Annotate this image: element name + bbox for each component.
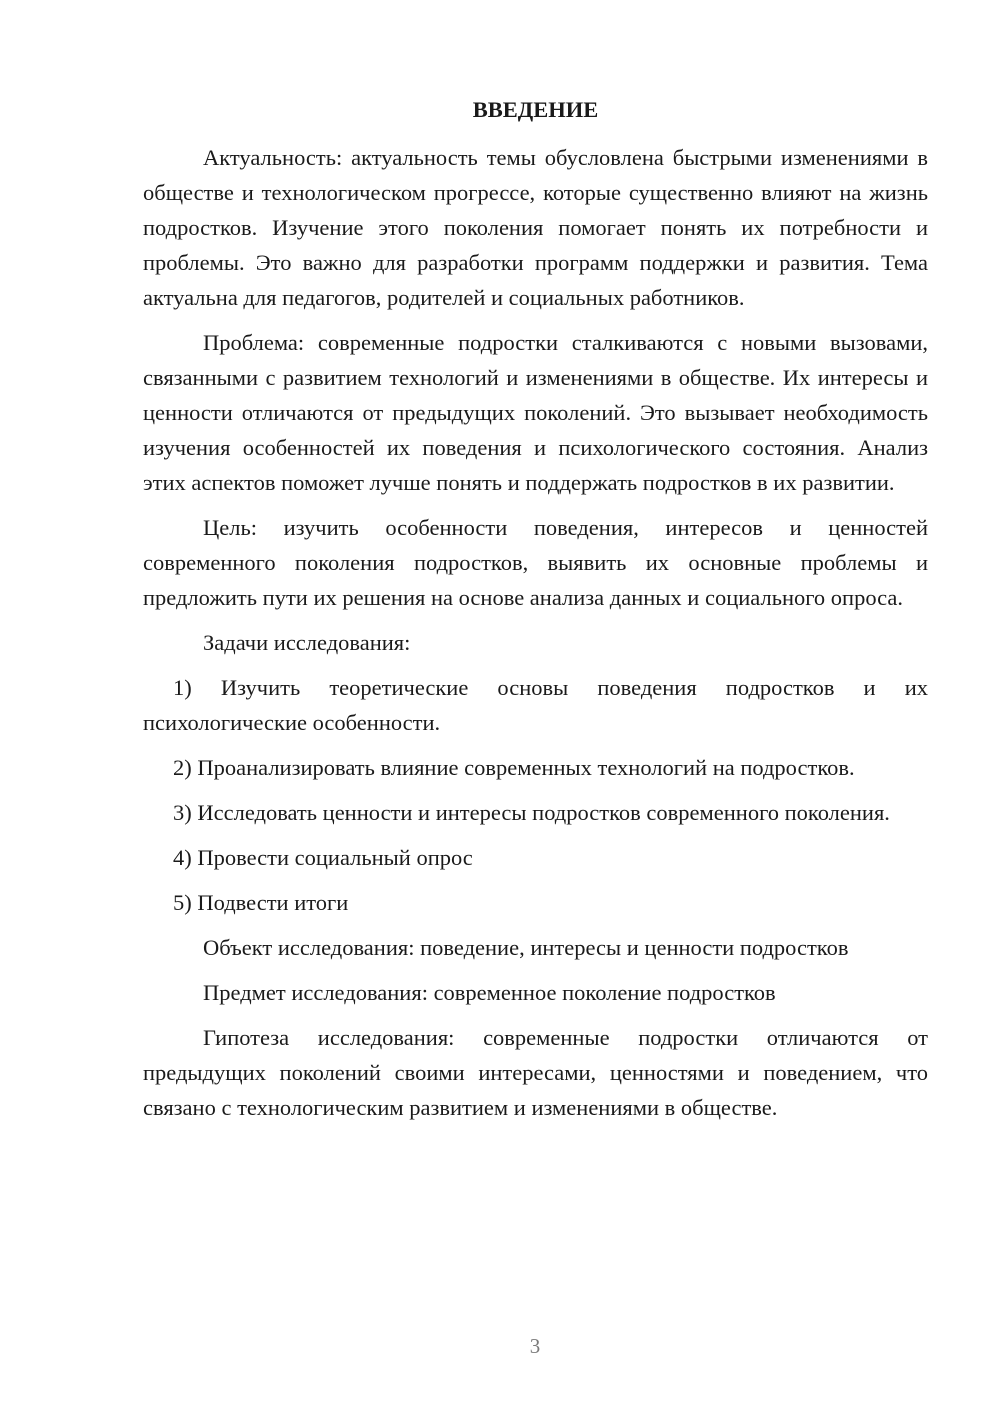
paragraph-object: Объект исследования: поведение, интересы и ценности подростков	[203, 935, 849, 960]
task-item: 5) Подвести итоги	[173, 890, 349, 915]
page-number: 3	[529, 1334, 541, 1358]
tasks-list	[143, 670, 928, 920]
paragraph-goal: Цель: изучить особенности поведения, интересов и ценностей современного поколения подростков, выявить их основные проблемы и предложить пути их решения на основе анализа данных и социального опроса.	[143, 515, 928, 610]
paragraph-hypothesis: Гипотеза исследования: современные подростки отличаются от предыдущих поколений своими интересами, ценностями и поведением, что связано с технологическим развитием и изменениями в обществе.	[143, 1025, 928, 1120]
page-title: ВВЕДЕНИЕ	[472, 97, 599, 122]
paragraph-subject: Предмет исследования: современное поколение подростков	[203, 980, 776, 1005]
paragraph-relevance: Актуальность: актуальность темы обусловлена быстрыми изменениями в обществе и технологическом прогрессе, которые существенно влияют на жизнь подростков. Изучение этого поколения помогает понять их потребности и проблемы. Это важно для разработки программ поддержки и развития. Тема актуальна для педагогов, родителей и социальных работников.	[143, 145, 928, 310]
task-item: 3) Исследовать ценности и интересы подростков современного поколения.	[173, 800, 890, 825]
paragraph-problem: Проблема: современные подростки сталкиваются с новыми вызовами, связанными с развитием технологий и изменениями в обществе. Их интересы и ценности отличаются от предыдущих поколений. Это вызывает необходимость изучения особенностей их поведения и психологического состояния. Анализ этих аспектов поможет лучше понять и поддержать подростков в их развитии.	[143, 330, 928, 495]
document-page	[143, 94, 928, 1135]
task-item: 2) Проанализировать влияние современных технологий на подростков.	[173, 755, 855, 780]
task-item: 1) Изучить теоретические основы поведения подростков и их психологические особенности.	[143, 675, 928, 735]
task-item: 4) Провести социальный опрос	[173, 845, 473, 870]
tasks-heading: Задачи исследования:	[203, 630, 411, 655]
